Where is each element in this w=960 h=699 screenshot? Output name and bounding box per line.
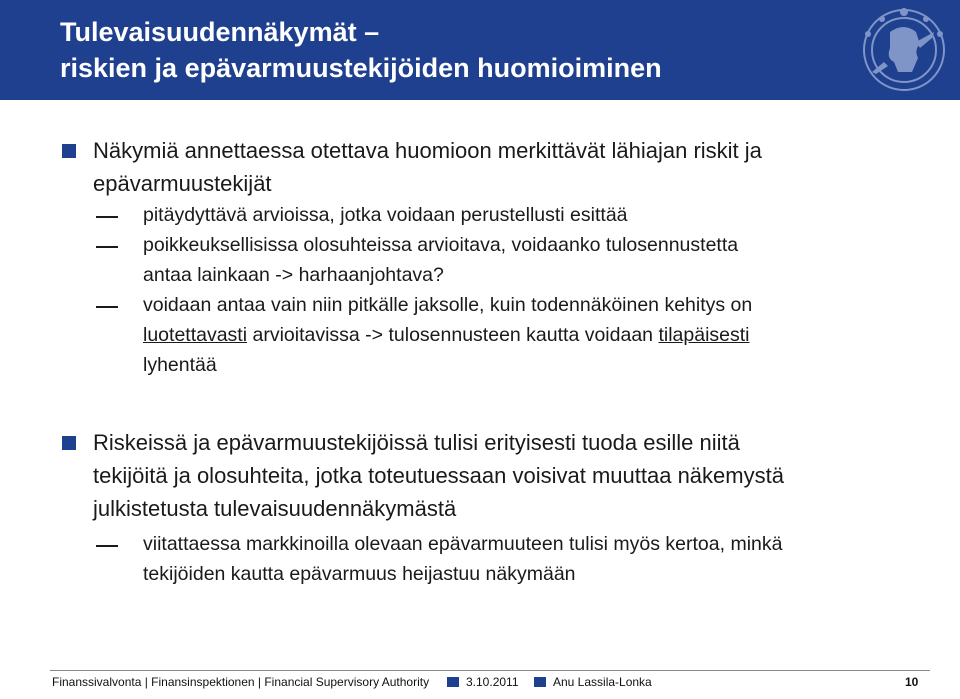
bullet1-sub3-line1: voidaan antaa vain niin pitkälle jaksolle, kuin todennäköinen kehitys on	[143, 294, 753, 316]
dash-icon	[96, 246, 118, 248]
bullet2-text	[93, 426, 953, 525]
footer-date: 3.10.2011	[466, 675, 519, 689]
dash-icon	[96, 545, 118, 547]
bullet1-sub3-line3: lyhentää	[143, 354, 217, 376]
square-bullet-icon	[60, 434, 78, 452]
bullet2-line1: Riskeissä ja epävarmuustekijöissä tulisi erityisesti tuoda esille niitä	[93, 430, 740, 455]
bullet1-sub3	[143, 290, 943, 380]
bullet2-line3: julkistetusta tulevaisuudennäkymästä	[93, 496, 457, 521]
square-bullet-icon	[60, 142, 78, 160]
bullet2-sub1-line2: tekijöiden kautta epävarmuus heijastuu näkymään	[143, 563, 576, 585]
lion-crest-icon	[854, 2, 954, 98]
bullet1-sub3-line2	[143, 320, 943, 350]
underlined-word-luotettavasti: luotettavasti	[143, 324, 248, 346]
page-number: 10	[905, 675, 919, 689]
bullet1-sub1-line1: pitäydyttävä arvioissa, jotka voidaan perustellusti esittää	[143, 204, 628, 226]
title-banner	[0, 0, 960, 100]
slide-title-line1: Tulevaisuudennäkymät –	[60, 17, 380, 47]
bullet1-line2: epävarmuustekijät	[93, 171, 272, 196]
footer-square-icon	[534, 677, 546, 687]
underlined-word-tilapaisesti: tilapäisesti	[658, 324, 750, 346]
bullet1-sub1	[143, 200, 943, 230]
bullet1-sub2	[143, 230, 943, 290]
bullet1-line1: Näkymiä annettaessa otettava huomioon merkittävät lähiajan riskit ja	[93, 138, 762, 163]
dash-icon	[96, 306, 118, 308]
footer-author: Anu Lassila-Lonka	[553, 675, 652, 689]
footer-organization: Finanssivalvonta | Finansinspektionen | Financial Supervisory Authority	[52, 675, 430, 689]
bullet2-line2: tekijöitä ja olosuhteita, jotka toteutuessaan voisivat muuttaa näkemystä	[93, 463, 784, 488]
dash-icon	[96, 216, 118, 218]
bullet1-sub2-line2: antaa lainkaan -> harhaanjohtava?	[143, 264, 444, 286]
bullet1-text	[93, 134, 953, 200]
footer	[0, 660, 960, 699]
bullet2-sub1	[143, 529, 943, 589]
slide-title	[60, 14, 662, 86]
footer-square-icon	[447, 677, 459, 687]
bullet1-sub2-line1: poikkeuksellisissa olosuhteissa arvioitava, voidaanko tulosennustetta	[143, 234, 739, 256]
bullet2-sub1-line1: viitattaessa markkinoilla olevaan epävarmuuteen tulisi myös kertoa, minkä	[143, 533, 783, 555]
bullet1-sub3-line2-mid: arvioitavissa -> tulosennusteen kautta voidaan	[247, 324, 659, 346]
slide-title-line2: riskien ja epävarmuustekijöiden huomioiminen	[60, 53, 662, 83]
footer-divider	[50, 670, 930, 671]
